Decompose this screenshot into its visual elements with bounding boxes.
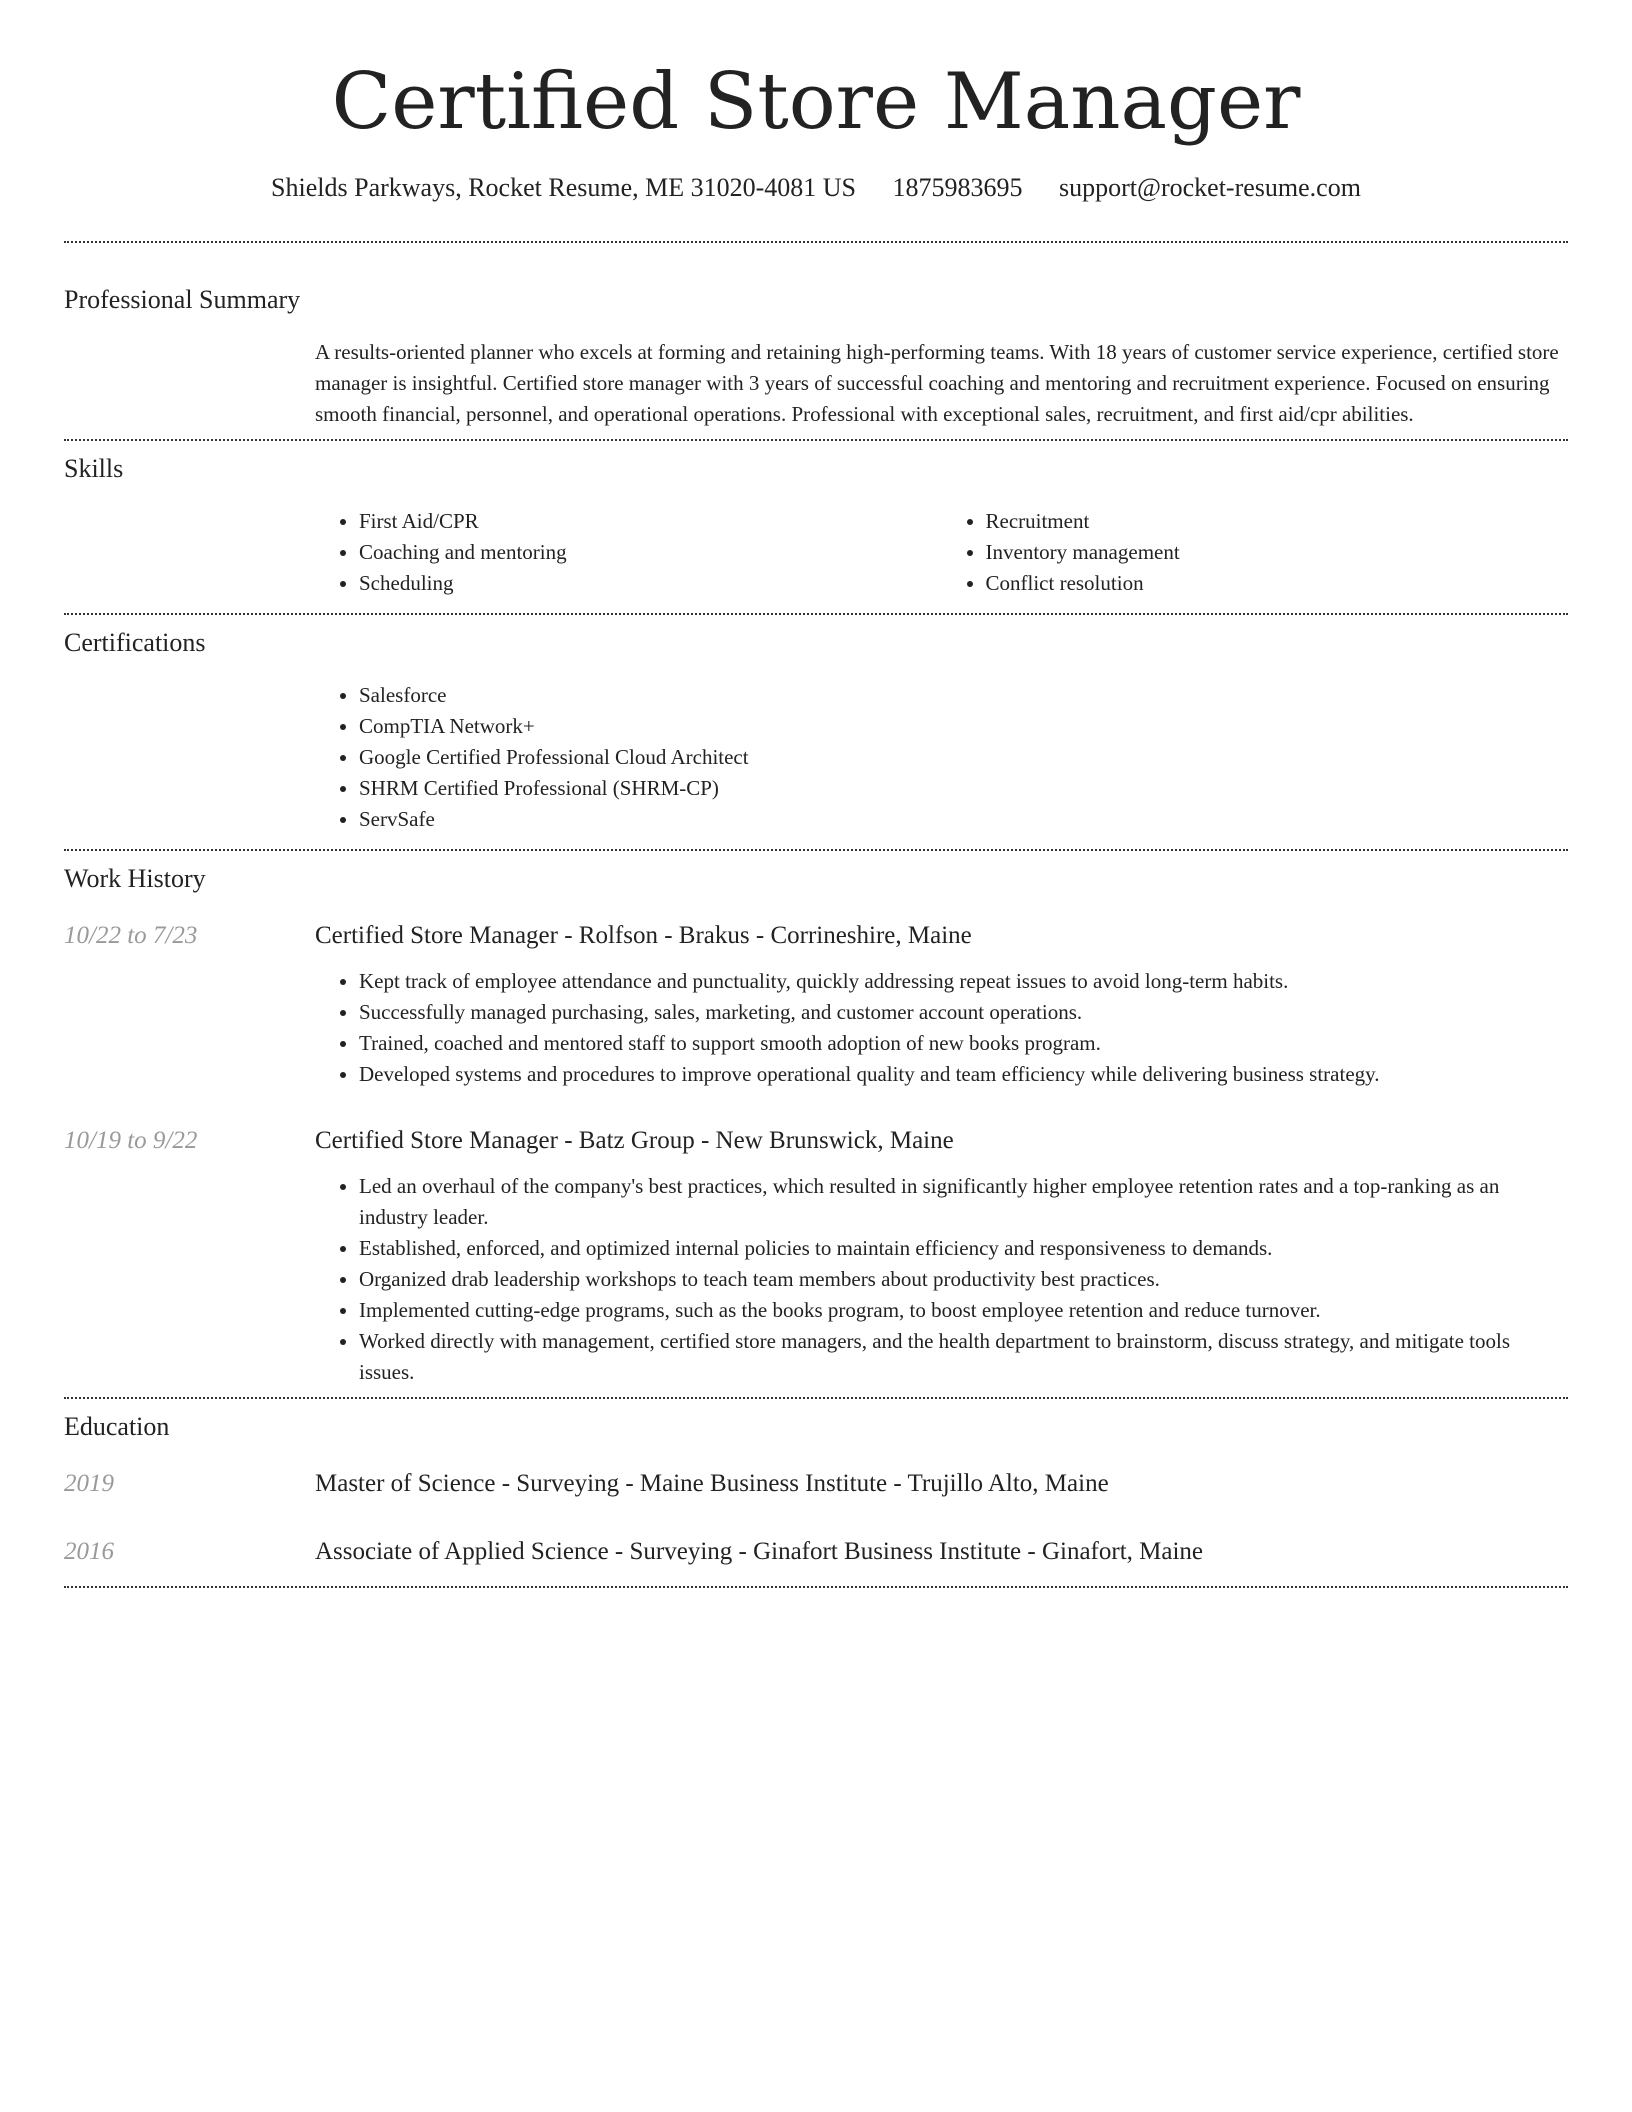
job-bullets	[315, 966, 1568, 1090]
section-title-skills: Skills	[64, 454, 124, 483]
contact-line	[64, 170, 1568, 206]
job-bullet: • Trained, coached and mentored staff to support smooth adoption of new books program.	[359, 1028, 1568, 1059]
skill-item: • First Aid/CPR	[359, 506, 942, 537]
skill-item: • Recruitment	[986, 506, 1569, 537]
skill-item: • Inventory management	[986, 537, 1569, 568]
job-entry	[64, 919, 1568, 1090]
job-bullet: • Developed systems and procedures to improve operational quality and team efficiency while delivering business strategy.	[359, 1059, 1568, 1090]
skills-list-col2	[942, 506, 1569, 599]
summary-text: A results-oriented planner who excels at forming and retaining high-performing teams. With 18 years of customer service experience, certified store manager is insightful. Certified store manager with 3 years of successful coaching and mentoring and recruitment experience. Focused on ensuring smooth financial, personnel, and operational operations. Professional with exceptional sales, recruitment, and first aid/cpr abilities.	[315, 340, 1559, 426]
job-title: Certified Store Manager - Batz Group - New Brunswick, Maine	[315, 1127, 954, 1154]
certification-item: • Salesforce	[359, 680, 1568, 711]
contact-email: support@rocket-resume.com	[1059, 173, 1361, 202]
skill-item: • Scheduling	[359, 568, 942, 599]
certifications-section	[64, 615, 1568, 835]
job-bullet: • Kept track of employee attendance and punctuality, quickly addressing repeat issues to avoid long-term habits.	[359, 966, 1568, 997]
job-bullet: • Organized drab leadership workshops to teach team members about productivity best practices.	[359, 1264, 1568, 1295]
education-year: 2016	[64, 1538, 114, 1565]
certification-item: • Google Certified Professional Cloud Architect	[359, 742, 1568, 773]
job-bullet: • Successfully managed purchasing, sales, marketing, and customer account operations.	[359, 997, 1568, 1028]
section-title-education: Education	[64, 1412, 170, 1441]
certification-item: • ServSafe	[359, 804, 1568, 835]
summary-section	[64, 243, 1568, 430]
certification-item: • SHRM Certified Professional (SHRM-CP)	[359, 773, 1568, 804]
job-dates: 10/22 to 7/23	[64, 922, 198, 949]
section-title-summary: Professional Summary	[64, 285, 301, 314]
contact-address: Shields Parkways, Rocket Resume, ME 31020-4081 US	[271, 173, 857, 202]
education-entry	[64, 1535, 1568, 1569]
job-bullet: • Led an overhaul of the company's best practices, which resulted in significantly higher employee retention rates and a top-ranking as an industry leader.	[359, 1171, 1568, 1233]
education-degree: Associate of Applied Science - Surveying - Ginafort Business Institute - Ginafort, Maine	[315, 1538, 1204, 1565]
section-title-certifications: Certifications	[64, 628, 206, 657]
skill-item: • Conflict resolution	[986, 568, 1569, 599]
skill-item: • Coaching and mentoring	[359, 537, 942, 568]
section-divider	[64, 1586, 1568, 1588]
job-bullet: • Implemented cutting-edge programs, such as the books program, to boost employee retention and reduce turnover.	[359, 1295, 1568, 1326]
job-bullet: • Established, enforced, and optimized internal policies to maintain efficiency and responsiveness to demands.	[359, 1233, 1568, 1264]
certifications-list	[315, 680, 1568, 835]
education-section	[64, 1399, 1568, 1569]
job-bullet: • Worked directly with management, certified store managers, and the health department to brainstorm, discuss strategy, and mitigate tools issues.	[359, 1326, 1568, 1388]
job-bullets	[315, 1171, 1568, 1388]
section-title-work-history: Work History	[64, 864, 206, 893]
skills-section	[64, 441, 1568, 599]
work-history-section	[64, 851, 1568, 1388]
skills-list-col1	[315, 506, 942, 599]
education-year: 2019	[64, 1470, 114, 1497]
resume-page	[64, 0, 1568, 1588]
certification-item: • CompTIA Network+	[359, 711, 1568, 742]
contact-phone: 1875983695	[892, 173, 1023, 202]
education-degree: Master of Science - Surveying - Maine Business Institute - Trujillo Alto, Maine	[315, 1470, 1109, 1497]
candidate-name: Certified Store Manager	[331, 57, 1301, 147]
job-title: Certified Store Manager - Rolfson - Brakus - Corrineshire, Maine	[315, 922, 972, 949]
job-dates: 10/19 to 9/22	[64, 1127, 198, 1154]
education-entry	[64, 1467, 1568, 1501]
job-entry	[64, 1124, 1568, 1388]
